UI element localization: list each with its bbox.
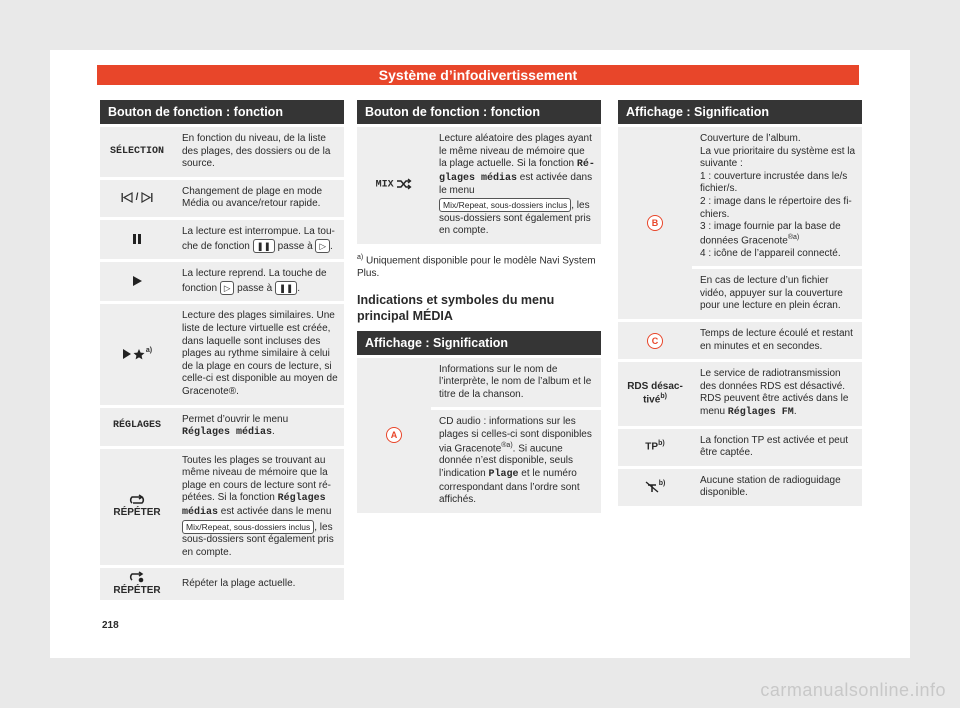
play-desc-text: La lecture reprend. La touche de fonction <box>182 268 327 294</box>
table-row <box>100 304 344 404</box>
rds-desc <box>692 362 862 425</box>
pause-desc-text-2: passe à <box>277 240 313 252</box>
selection-desc: En fonction du niveau, de la liste des plages, des dossiers ou de la source. <box>174 127 344 177</box>
settings-key: RÉGLAGES <box>100 408 174 446</box>
pause-icon <box>131 233 143 245</box>
table-header: Affichage : Signification <box>357 331 601 355</box>
footnote-text: Uniquement disponible pour le modèle Navi System Plus. <box>357 255 596 280</box>
pause-desc-text: La lecture est interrompue. La touche de fonction <box>182 225 335 252</box>
table-row <box>100 220 344 259</box>
marker-c-cell <box>618 322 692 359</box>
repeat-label: RÉPÉTER <box>113 507 161 519</box>
b-line: La vue prioritaire du système est la suivante : <box>700 145 856 170</box>
registered-mark: ®a) <box>787 233 800 241</box>
function-table <box>100 124 344 603</box>
table-row <box>618 429 862 466</box>
table-row <box>100 408 344 446</box>
mix-repeat-key: Mix/Repeat, sous-dossiers inclus <box>182 520 314 534</box>
skip-next-icon <box>141 192 153 203</box>
table-row <box>618 469 862 506</box>
similar-key <box>100 304 174 404</box>
mix-desc-text-2: est activée dans le menu <box>439 171 593 197</box>
mix-label: MIX <box>375 179 394 191</box>
table-row <box>100 262 344 301</box>
settings-desc-end: . <box>272 426 275 438</box>
mix-desc-text: Lecture aléatoire des plages ayant le même niveau de mémoire que la plage actuelle. Si la fonction <box>439 133 592 170</box>
marker-b-cell <box>618 127 692 319</box>
play-desc-text-2: passe à <box>237 282 273 294</box>
settings-desc-text: Permet d’ouvrir le menu <box>182 413 289 425</box>
play-desc-end: . <box>297 282 300 294</box>
rds-menu-name: Réglages FM <box>727 407 794 419</box>
play-button-icon: ▷ <box>220 281 235 295</box>
selection-key: SÉLECTION <box>100 127 174 177</box>
pause-key <box>100 220 174 259</box>
table-row <box>618 127 862 266</box>
a-desc-1: Informations sur le nom de l’interprète, le nom de l’album et le titre de la chanson. <box>431 358 601 408</box>
table-row <box>357 127 601 244</box>
plage-label: Plage <box>488 469 519 481</box>
a-desc-text-3: et le numéro correspondant dans l’ordre sont affichés. <box>439 468 580 506</box>
marker-a-cell <box>357 358 431 513</box>
mix-desc-end: , les sous-dossiers sont également pris en compte. <box>439 199 591 237</box>
watermark: carmanualsonline.info <box>760 680 946 700</box>
b-line: 4 : icône de l’appareil connecté. <box>700 247 841 259</box>
repeat-all-desc <box>174 449 344 566</box>
table-header: Bouton de fonction : fonction <box>100 100 344 124</box>
table-header: Bouton de fonction : fonction <box>357 100 601 124</box>
play-button-icon: ▷ <box>315 239 330 253</box>
footnote <box>357 253 601 280</box>
skip-separator: / <box>135 192 139 204</box>
table-row <box>618 322 862 359</box>
table-row <box>357 358 601 408</box>
no-tp-desc: Aucune station de radioguidage disponible. <box>692 469 862 506</box>
skip-previous-icon <box>121 192 133 203</box>
repeat-one-desc: Répéter la plage actuelle. <box>174 568 344 600</box>
b-video-desc: En cas de lecture d’un fichier vidéo, appuyer sur la couverture pour une lecture en plein écran. <box>692 269 862 319</box>
repeat-desc-text-2: est activée dans le menu <box>220 506 332 518</box>
play-icon <box>131 275 143 287</box>
table-row <box>618 362 862 425</box>
settings-desc <box>174 408 344 446</box>
footnote-mark: b) <box>658 440 665 448</box>
manual-page <box>50 50 910 658</box>
marker-a: A <box>386 427 402 443</box>
table-row <box>100 127 344 177</box>
rds-desc-end: . <box>793 406 797 418</box>
footnote-mark: b) <box>658 480 666 488</box>
rds-desc-text: Le service de radiotransmission des données RDS est désactivé. RDS peuvent être activés dans le menu <box>700 368 849 418</box>
shuffle-icon <box>396 178 412 190</box>
registered-mark: ®a) <box>501 441 513 449</box>
c-desc: Temps de lecture écoulé et restant en minutes et en secondes. <box>692 322 862 359</box>
no-traffic-station-icon <box>645 481 659 493</box>
mix-desc <box>431 127 601 244</box>
pause-desc <box>174 220 344 259</box>
rds-label: RDS désactivé <box>627 380 683 406</box>
display-table-a <box>357 355 601 516</box>
marker-c: C <box>647 333 663 349</box>
b-desc <box>692 127 862 266</box>
repeat-menu-name: Réglages médias <box>182 493 326 519</box>
b-line: 2 : image dans le répertoire des fichiers. <box>700 195 852 220</box>
repeat-one-key <box>100 568 174 600</box>
repeat-desc-text: Toutes les plages se trouvant au même niveau de mémoire que la plage en cours de lecture sont répétées. Si la fonction <box>182 454 331 504</box>
mix-key <box>357 127 431 244</box>
function-buttons-table-2 <box>357 100 601 516</box>
play-key <box>100 262 174 301</box>
table-row <box>100 180 344 217</box>
footnote-mark: b) <box>660 393 667 401</box>
rds-key <box>618 362 692 425</box>
table-row <box>100 449 344 566</box>
display-table <box>618 124 862 509</box>
play-star-icon <box>122 348 146 360</box>
page-number: 218 <box>102 620 119 631</box>
page-header: Système d’infodivertissement <box>97 65 859 85</box>
settings-menu-name: Réglages médias <box>182 427 273 439</box>
skip-key <box>100 180 174 217</box>
pause-button-icon: ❚❚ <box>275 281 297 295</box>
repeat-desc-end: , les sous-dossiers sont également pris en compte. <box>182 521 334 558</box>
repeat-one-icon <box>129 571 145 583</box>
tp-desc: La fonction TP est activée et peut être captée. <box>692 429 862 466</box>
pause-desc-end: . <box>330 240 333 252</box>
pause-button-icon: ❚❚ <box>253 239 275 253</box>
similar-desc: Lecture des plages similaires. Une liste de lecture virtuelle est créée, dans laquelle sont incluses des plages au rythme similaire à celui de la plage en cours de lecture, si celle-ci est disponible au moyen de Gracenote®. <box>174 304 344 404</box>
repeat-all-key <box>100 449 174 566</box>
no-tp-key <box>618 469 692 506</box>
b-line <box>700 221 856 248</box>
a-desc-text: CD audio : informations sur les plages si celles-ci sont disponibles via Gracenote <box>439 416 592 454</box>
a-desc-text-2: . Si aucune donnée n’est disponible, seuls l’indication <box>439 442 573 480</box>
b-line: 1 : couverture incrustée dans le/s fichier/s. <box>700 170 848 195</box>
repeat-label: RÉPÉTER <box>113 584 161 596</box>
b-line: Couverture de l’album. <box>700 133 801 144</box>
display-table-b <box>618 100 862 509</box>
mix-repeat-key: Mix/Repeat, sous-dossiers inclus <box>439 198 571 212</box>
skip-desc: Changement de plage en mode Média ou avance/retour rapide. <box>174 180 344 217</box>
tp-label: TP <box>645 441 659 453</box>
section-title: Indications et symboles du menu principal MÉDIA <box>357 293 555 324</box>
mix-table <box>357 124 601 247</box>
footnote-mark: a) <box>357 253 364 261</box>
mix-menu-name: Réglages médias <box>439 159 595 184</box>
a-desc-2 <box>431 410 601 512</box>
footnote-mark: a) <box>145 347 153 355</box>
repeat-icon <box>129 494 145 506</box>
play-desc <box>174 262 344 301</box>
table-row <box>100 568 344 600</box>
table-header: Affichage : Signification <box>618 100 862 124</box>
marker-b: B <box>647 215 663 231</box>
b-line3-text: 3 : image fournie par la base de données Gracenote <box>700 221 841 247</box>
function-buttons-table-1 <box>100 100 344 603</box>
tp-key <box>618 429 692 466</box>
